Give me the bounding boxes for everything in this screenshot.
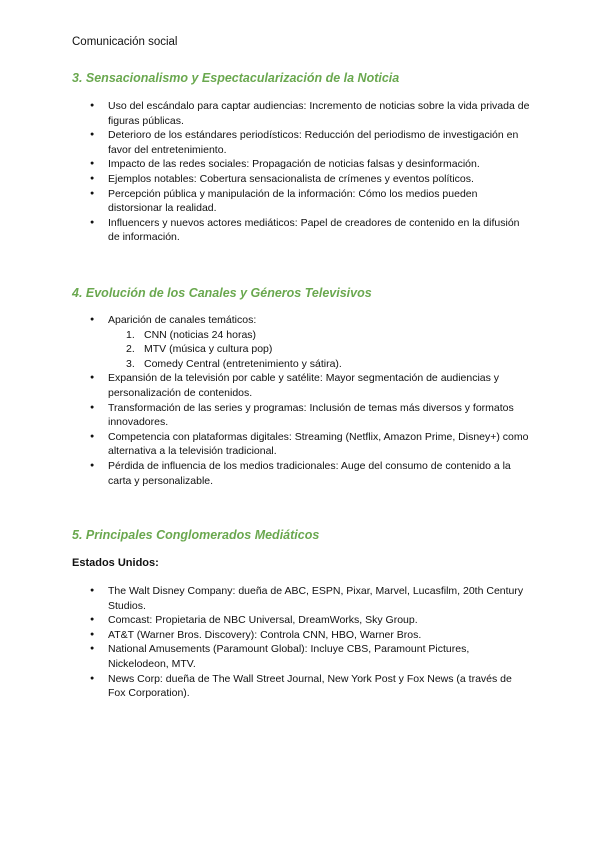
list-item: ● National Amusements (Paramount Global): Incluye CBS, Paramount Pictures, Nickelodeon, MTV. (90, 642, 530, 671)
list-item: ● The Walt Disney Company: dueña de ABC, ESPN, Pixar, Marvel, Lucasfilm, 20th Century Studios. (90, 584, 530, 613)
list-item: ● Transformación de las series y programas: Inclusión de temas más diversos y formatos innovadores. (90, 401, 530, 430)
list-item: ● Deterioro de los estándares periodísticos: Reducción del periodismo de investigación en favor del entretenimiento. (90, 128, 530, 157)
section-4-heading: 4. Evolución de los Canales y Géneros Televisivos (72, 286, 372, 300)
sublist-text: CNN (noticias 24 horas) (144, 328, 257, 341)
list-item-text: Aparición de canales temáticos: (108, 314, 257, 326)
list-item: ● News Corp: dueña de The Wall Street Journal, New York Post y Fox News (a través de Fox Corporation). (90, 672, 530, 701)
sublist-number: 2. (126, 343, 135, 356)
list-item: ● Expansión de la televisión por cable y satélite: Mayor segmentación de audiencias y personalización de contenidos. (90, 371, 530, 400)
section-3-heading: 3. Sensacionalismo y Espectacularización de la Noticia (72, 71, 400, 85)
list-item: ● Competencia con plataformas digitales: Streaming (Netflix, Amazon Prime, Disney+) como alternativa a la televisión tradicional. (90, 430, 530, 459)
sublist-text: Comedy Central (entretenimiento y sátira). (144, 357, 342, 370)
list-item: ● Pérdida de influencia de los medios tradicionales: Auge del consumo de contenido a la carta y personalizable. (90, 459, 530, 488)
sublist-item (108, 342, 530, 357)
sublist (108, 328, 530, 372)
section-5-heading: 5. Principales Conglomerados Mediáticos (72, 528, 320, 542)
list-item: ● Percepción pública y manipulación de la información: Cómo los medios pueden distorsionar la realidad. (90, 187, 530, 216)
sublist-item (108, 357, 530, 372)
list-item: ● Uso del escándalo para captar audiencias: Incremento de noticias sobre la vida privada de figuras públicas. (90, 99, 530, 128)
section-3-list (90, 99, 530, 245)
list-item: ● Comcast: Propietaria de NBC Universal, DreamWorks, Sky Group. (90, 613, 530, 628)
list-item (90, 313, 530, 371)
list-item: ● AT&T (Warner Bros. Discovery): Controla CNN, HBO, Warner Bros. (90, 628, 530, 643)
section-4-list (90, 313, 530, 488)
section-5-list (90, 584, 530, 701)
list-item: ● Impacto de las redes sociales: Propagación de noticias falsas y desinformación. (90, 157, 530, 172)
sublist-number: 3. (126, 357, 135, 370)
list-item: ● Ejemplos notables: Cobertura sensacionalista de crímenes y eventos políticos. (90, 172, 530, 187)
list-item: ● Influencers y nuevos actores mediáticos: Papel de creadores de contenido en la difusión de información. (90, 216, 530, 245)
sublist-number: 1. (126, 328, 135, 341)
sublist-item (108, 328, 530, 343)
header-title: Comunicación social (72, 36, 178, 48)
sublist-text: MTV (música y cultura pop) (144, 343, 273, 356)
section-5-subheading: Estados Unidos: (72, 557, 159, 569)
